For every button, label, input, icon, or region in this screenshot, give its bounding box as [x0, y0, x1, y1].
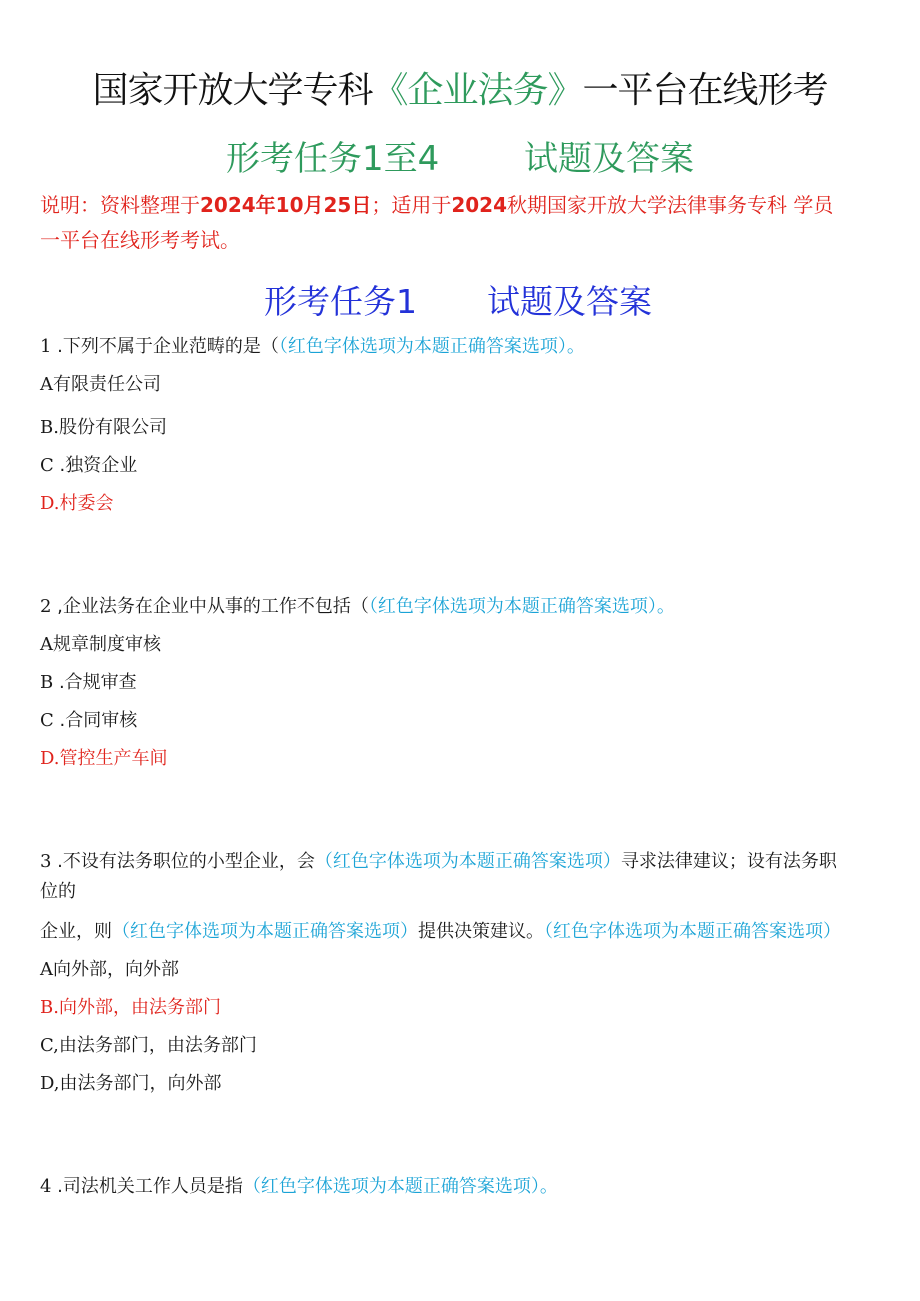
question-separator: . — [51, 851, 63, 872]
answer-hint: （红色字体选项为本题正确答案选项）。 — [368, 596, 675, 617]
question-3-option-b-correct — [40, 993, 221, 1019]
question-text: 企业法务在企业中从事的工作不包括（ — [62, 596, 369, 617]
question-number: 4 — [40, 1176, 52, 1197]
section-heading-task-1 — [0, 276, 920, 322]
option-text: 规章制度审核 — [53, 634, 161, 655]
option-letter: D. — [40, 493, 60, 514]
option-text: 向外部，由法务部门 — [58, 997, 221, 1018]
question-3-option-d — [40, 1069, 222, 1095]
answer-hint: （红色字体选项为本题正确答案选项） — [112, 921, 418, 942]
question-separator: , — [51, 596, 63, 617]
question-3-option-a — [40, 955, 179, 981]
option-text: 由法务部门，由法务部门 — [58, 1035, 257, 1056]
notice-text-1: 说明：资料整理于 — [40, 193, 200, 217]
question-2-option-c — [40, 706, 137, 732]
question-2-stem — [40, 592, 675, 618]
question-text: 企业，则 — [40, 921, 112, 942]
option-letter: A — [40, 959, 53, 980]
section-task-name: 形考任务1 — [264, 282, 417, 321]
title-suffix: 一平台在线形考 — [582, 70, 828, 111]
question-number: 2 — [40, 596, 52, 617]
question-1-option-b — [40, 413, 167, 439]
answer-hint: （红色字体选项为本题正确答案选项） — [544, 921, 841, 942]
option-text: 有限责任公司 — [53, 374, 161, 395]
question-3-stem-line-1 — [40, 847, 837, 873]
question-3-stem-line-3 — [40, 917, 841, 943]
subtitle-tasks: 形考任务1至4 — [226, 139, 440, 179]
question-text: 不设有法务职位的小型企业，会 — [62, 851, 315, 872]
question-1-stem — [40, 332, 585, 358]
option-letter: D. — [40, 748, 60, 769]
question-separator: . — [51, 336, 63, 357]
option-text: 由法务部门，向外部 — [59, 1073, 222, 1094]
section-answers: 试题及答案 — [487, 282, 652, 321]
question-2-option-d-correct — [40, 744, 168, 770]
question-1-option-d-correct — [40, 489, 114, 515]
question-text: 提供决策建议。 — [418, 921, 544, 942]
document-title — [0, 62, 920, 113]
option-letter: A — [40, 634, 53, 655]
option-text: .独资企业 — [53, 455, 138, 476]
answer-hint: （红色字体选项为本题正确答案选项） — [314, 851, 621, 872]
usage-notice — [40, 188, 880, 258]
title-course-name: 《企业法务》 — [372, 70, 583, 111]
option-letter: B. — [40, 417, 59, 438]
answer-hint: （红色字体选项为本题正确答案选项）。 — [242, 1176, 558, 1197]
question-number: 1 — [40, 336, 52, 357]
option-letter: A — [40, 374, 53, 395]
question-3-option-c — [40, 1031, 257, 1057]
option-text: 向外部，向外部 — [53, 959, 179, 980]
option-text: 股份有限公司 — [58, 417, 167, 438]
option-letter: D, — [40, 1073, 60, 1094]
option-letter: C, — [40, 1035, 59, 1056]
question-1-option-c — [40, 451, 137, 477]
notice-date: 2024年10月25日 — [200, 193, 372, 217]
option-text: 管控生产车间 — [59, 748, 168, 769]
option-letter: B — [40, 672, 54, 693]
option-letter: B. — [40, 997, 59, 1018]
question-3-stem-line-2 — [40, 877, 76, 903]
document-subtitle — [0, 131, 920, 181]
notice-text-2: ；适用于 — [371, 193, 452, 217]
subtitle-answers: 试题及答案 — [524, 139, 694, 179]
question-text: 寻求法律建议；设有法务职 — [620, 851, 837, 872]
question-4-stem — [40, 1172, 558, 1198]
answer-hint: （红色字体选项为本题正确答案选项）。 — [278, 336, 585, 357]
question-text: 位的 — [40, 881, 76, 902]
notice-term-year: 2024 — [451, 193, 507, 217]
notice-text-4: 一平台在线形考考试。 — [40, 228, 240, 252]
question-2-option-b — [40, 668, 137, 694]
title-prefix: 国家开放大学专科 — [92, 70, 373, 111]
question-text: 司法机关工作人员是指 — [62, 1176, 243, 1197]
question-1-option-a — [40, 370, 161, 396]
question-number: 3 — [40, 851, 52, 872]
option-text: .合同审核 — [53, 710, 138, 731]
option-letter: C — [40, 710, 54, 731]
option-text: 村委会 — [59, 493, 114, 514]
question-text: 下列不属于企业范畴的是（ — [62, 336, 279, 357]
notice-text-3: 秋期国家开放大学法律事务专科 学员 — [507, 193, 834, 217]
question-2-option-a — [40, 630, 161, 656]
option-letter: C — [40, 455, 54, 476]
question-separator: . — [51, 1176, 63, 1197]
option-text: .合规审查 — [53, 672, 137, 693]
